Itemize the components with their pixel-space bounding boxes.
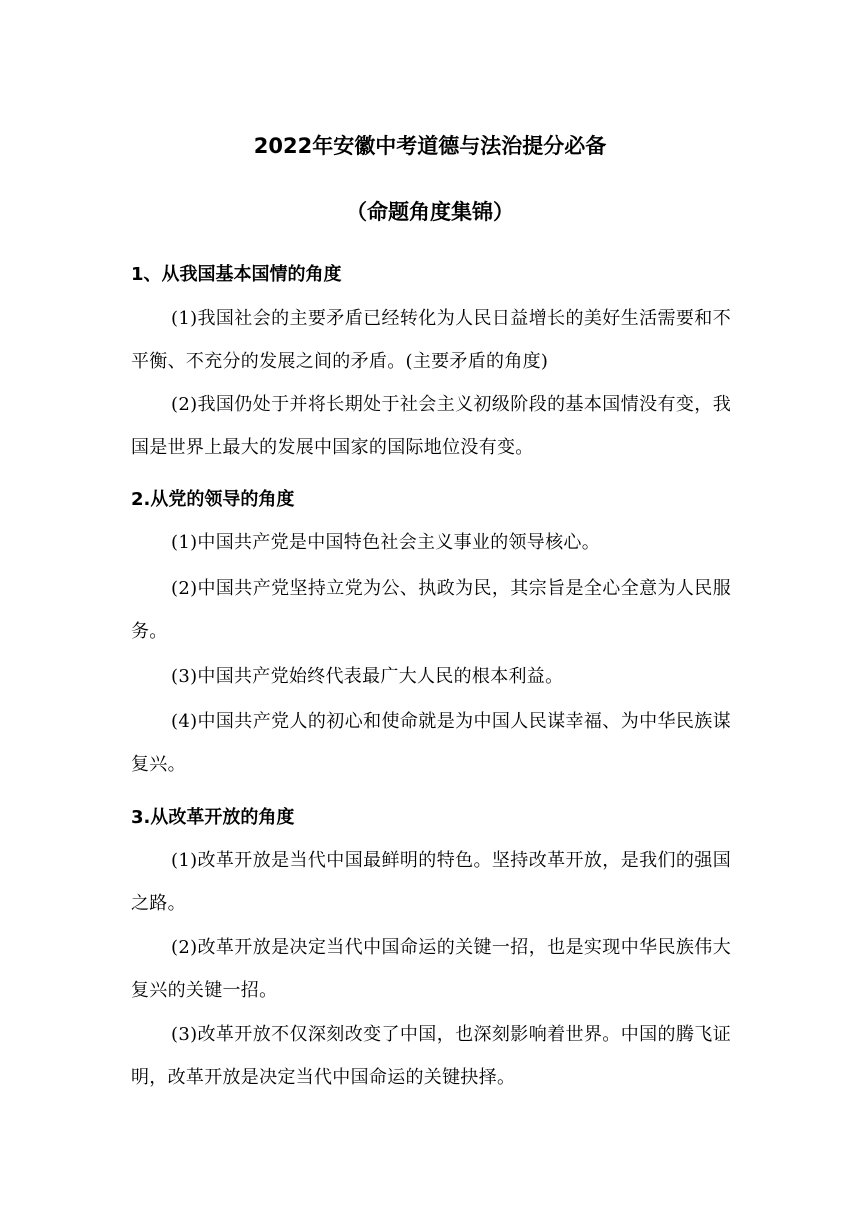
section-3-item-2: (2)改革开放是决定当代中国命运的关键一招，也是实现中华民族伟大复兴的关键一招。 [131, 937, 731, 1001]
section-1-item-2: (2)我国仍处于并将长期处于社会主义初级阶段的基本国情没有变，我国是世界上最大的发展中国家的国际地位没有变。 [131, 394, 731, 458]
section-heading-basic-national-conditions: 1、从我国基本国情的角度 [131, 264, 342, 285]
section-3-item-1: (1)改革开放是当代中国最鲜明的特色。坚持改革开放，是我们的强国之路。 [131, 850, 731, 914]
section-2-item-4: (4)中国共产党人的初心和使命就是为中国人民谋幸福、为中华民族谋复兴。 [131, 711, 731, 775]
section-1-item-1: (1)我国社会的主要矛盾已经转化为人民日益增长的美好生活需要和不平衡、不充分的发展之间的矛盾。(主要矛盾的角度) [131, 308, 731, 372]
section-2-item-3: (3)中国共产党始终代表最广大人民的根本利益。 [171, 666, 564, 687]
section-3-item-3: (3)改革开放不仅深刻改变了中国，也深刻影响着世界。中国的腾飞证明，改革开放是决定当代中国命运的关键抉择。 [131, 1024, 731, 1088]
document-subtitle: （命题角度集锦） [346, 200, 514, 224]
section-heading-party-leadership: 2.从党的领导的角度 [131, 489, 295, 510]
section-heading-reform-opening: 3.从改革开放的角度 [131, 807, 295, 828]
section-2-item-2: (2)中国共产党坚持立党为公、执政为民，其宗旨是全心全意为人民服务。 [131, 578, 731, 642]
section-2-item-1: (1)中国共产党是中国特色社会主义事业的领导核心。 [171, 532, 600, 553]
document-title: 2022年安徽中考道德与法治提分必备 [253, 134, 607, 158]
